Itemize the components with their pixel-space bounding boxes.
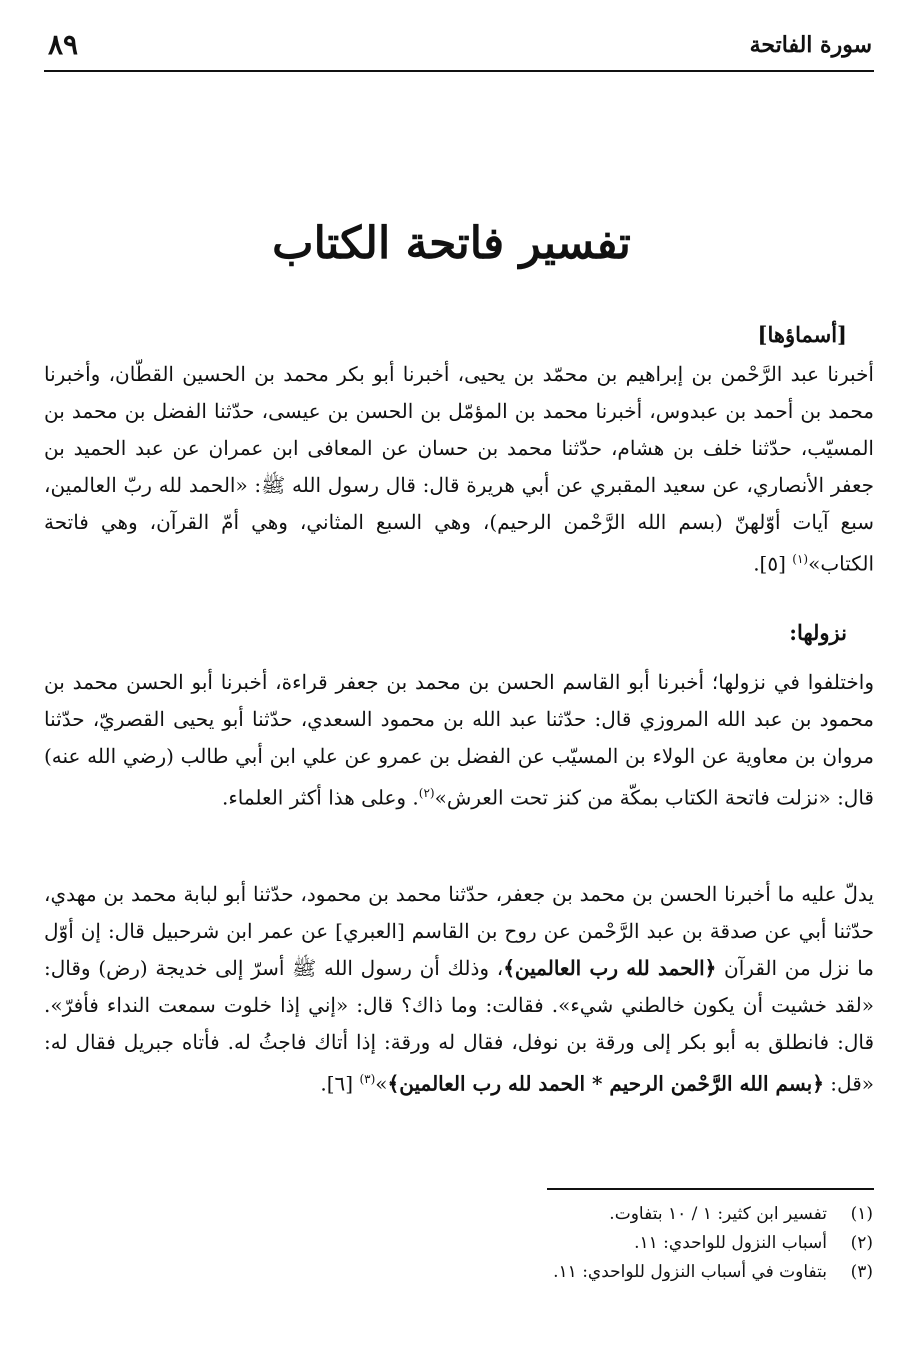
footnotes <box>313 1200 873 1287</box>
quran-verse-1: ﴿الحمد لله رب العالمين﴾ <box>503 956 717 980</box>
revelation-paragraph-text: واختلفوا في نزولها؛ أخبرنا أبو القاسم الحسن بن محمد بن جعفر قراءة، أخبرنا أبو الحسن محمد بن محمود بن عبد الله المروزي قال: حدّثنا عبد الله بن محمود السعدي، حدّثنا أبو يحيى القصريّ، حدّثنا مروان بن معاوية عن الولاء بن المسيّب عن الفضل بن عمرو عن علي ابن أبي طالب (رضي الله عنه) قال: «نزلت فاتحة الكتاب بمكّة من كنز تحت العرش» <box>44 670 874 810</box>
revelation-heading: نزولها: <box>789 620 847 645</box>
evidence-text-2: ، وذلك أن رسول الله ﷺ أسرّ إلى خديجة (رض) وقال: «لقد خشيت أن يكون خالطني شيء». فقالت: وما ذاك؟ قال: «إني إذا خلوت سمعت النداء فأفرّ». قال: فانطلق به أبو بكر إلى ورقة بن نوفل، فقال له ورقة: إذا أتاك فاجثُ له. فأتاه جبريل فقال له: «قل: <box>44 956 874 1096</box>
surah-title: سورة الفاتحة <box>749 32 872 58</box>
quran-verse-2: ﴿بسم الله الرَّحْمن الرحيم * الحمد لله رب العالمين﴾ <box>387 1071 824 1096</box>
revelation-paragraph <box>44 664 874 817</box>
footnote-ref-2[interactable]: (٢) <box>418 786 435 800</box>
footnote-marker: (١) <box>850 1204 873 1224</box>
page-header <box>44 26 874 72</box>
footnote-marker: (٣) <box>850 1262 873 1282</box>
citation: [٥]. <box>753 551 793 576</box>
page-number: ٨٩ <box>48 28 79 61</box>
footnote-item <box>313 1258 873 1287</box>
footnote-ref-1[interactable]: (١) <box>792 552 809 566</box>
names-paragraph <box>44 356 874 583</box>
footnote-item <box>313 1229 873 1258</box>
footnote-item <box>313 1200 873 1229</box>
footnote-text: بتفاوت في أسباب النزول للواحدي: ١١. <box>553 1262 827 1282</box>
evidence-text-3: » <box>375 1071 388 1096</box>
footnote-ref-3[interactable]: (٣) <box>359 1072 376 1086</box>
footnote-divider <box>547 1188 874 1190</box>
footnote-marker: (٢) <box>850 1233 873 1253</box>
footnote-text: تفسير ابن كثير: ١ / ١٠ بتفاوت. <box>609 1204 827 1224</box>
names-paragraph-text: أخبرنا عبد الرَّحْمن بن إبراهيم بن محمّد بن يحيى، أخبرنا أبو بكر محمد بن الحسين القطّان، وأخبرنا محمد بن أحمد بن عبدوس، أخبرنا محمد بن المؤمّل بن الحسن بن عيسى، حدّثنا الفضل بن محمد بن المسيّب، حدّثنا خلف بن هشام، حدّثنا محمد بن حسان عن المعافى ابن عمران عن عبد الحميد بن جعفر الأنصاري، عن سعيد المقبري عن أبي هريرة قال: قال رسول الله ﷺ: «الحمد لله ربّ العالمين، سبع آيات أوّلهنّ (بسم الله الرَّحْمن الرحيم)، وهي السبع المثاني، وهي أمّ القرآن، وهي فاتحة الكتاب» <box>44 362 874 576</box>
evidence-text-1: يدلّ عليه ما أخبرنا الحسن بن محمد بن جعفر، حدّثنا محمد بن محمود، حدّثنا أبو لبابة محمد بن مهدي، حدّثنا أبي عن صدقة بن عبد الرَّحْمن عن روح بن القاسم [العبري] عن عمر ابن شرحبيل قال: إن أوّل ما نزل من القرآن <box>44 882 874 980</box>
evidence-citation: [٦]. <box>320 1071 360 1096</box>
evidence-paragraph <box>44 876 874 1103</box>
page-title: تفسير فاتحة الكتاب <box>272 218 631 269</box>
footnote-text: أسباب النزول للواحدي: ١١. <box>634 1233 827 1253</box>
revelation-paragraph-tail: . وعلى هذا أكثر العلماء. <box>222 785 419 810</box>
names-heading: [أسماؤها] <box>757 322 847 347</box>
